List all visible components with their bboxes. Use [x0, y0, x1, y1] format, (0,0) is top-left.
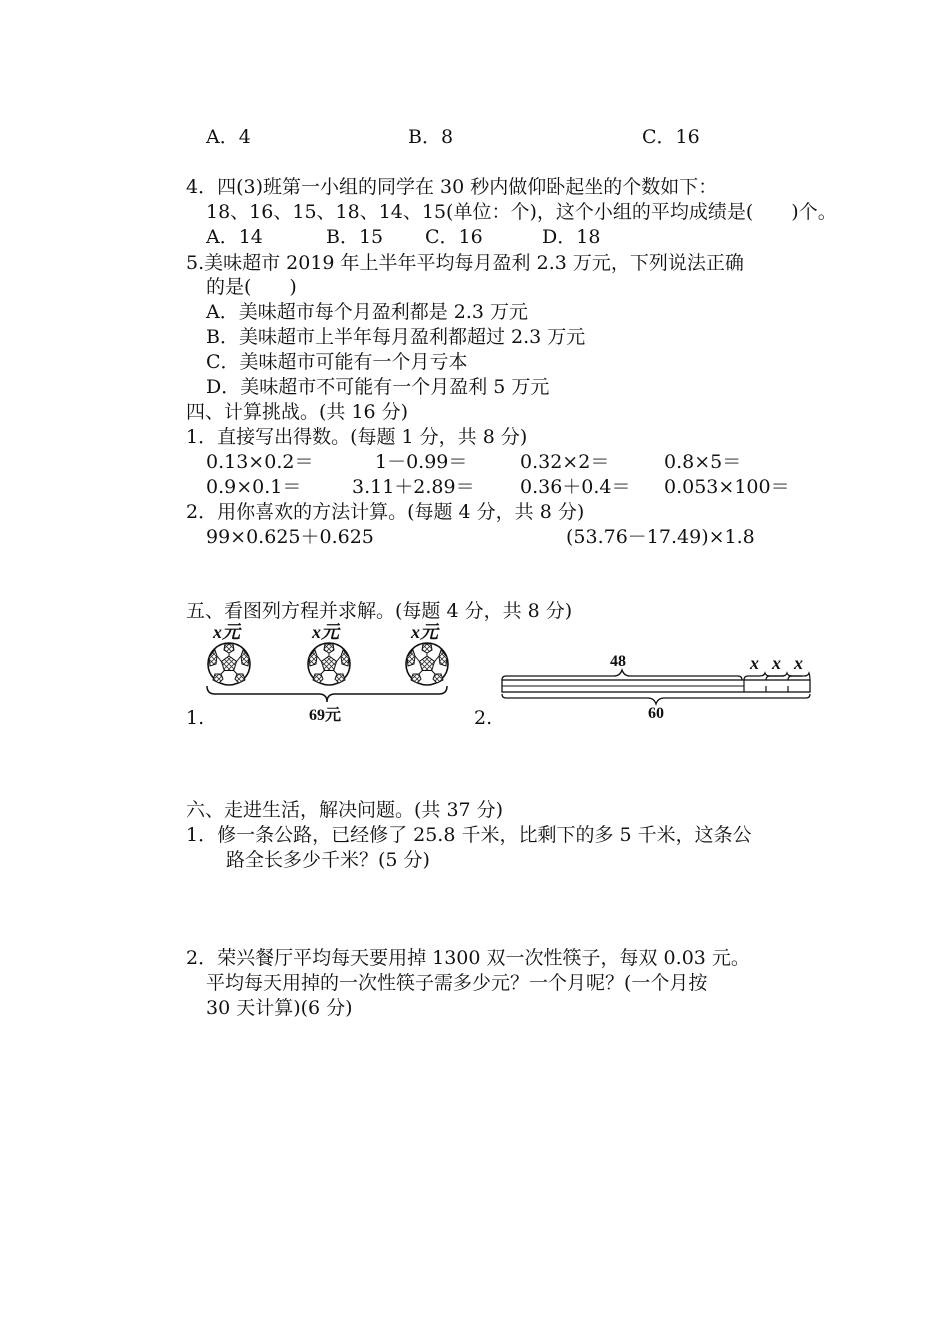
q5-option-d: D．美味超市不可能有一个月盈利 5 万元 — [206, 376, 550, 398]
soccer-ball-icon — [208, 643, 250, 685]
section6-title: 六、走进生活，解决问题。(共 37 分) — [186, 799, 504, 821]
q4-option-b: B．15 — [326, 226, 384, 248]
calc-item: 0.8×5＝ — [664, 451, 742, 473]
calc-item: 1－0.99＝ — [375, 451, 468, 473]
q4-option-a: A．14 — [206, 226, 263, 248]
segment-48-label: 48 — [610, 653, 626, 670]
calc-item: 0.053×100＝ — [664, 476, 790, 498]
section5-title: 五、看图列方程并求解。(每题 4 分，共 8 分) — [186, 600, 573, 622]
calc-item: 0.36＋0.4＝ — [520, 476, 631, 498]
soccer-ball-icon — [308, 643, 350, 685]
soccer-ball-icon — [406, 643, 448, 685]
figure-segment-diagram — [498, 646, 818, 726]
calc-item: 0.13×0.2＝ — [206, 451, 314, 473]
segment-x-label: x — [794, 653, 803, 673]
calc-item: 0.9×0.1＝ — [206, 476, 302, 498]
q5-option-c: C．美味超市可能有一个月亏本 — [206, 351, 468, 373]
q3-option-b: B．8 — [408, 126, 454, 148]
q5-option-a: A．美味超市每个月盈利都是 2.3 万元 — [206, 301, 529, 323]
segment-60-label: 60 — [648, 705, 664, 722]
ball-price-text: x元 — [312, 622, 339, 642]
q4-stem-line1: 4．四(3)班第一小组的同学在 30 秒内做仰卧起坐的个数如下： — [186, 176, 718, 198]
calc-item: 0.32×2＝ — [520, 451, 610, 473]
segment-x-label: x — [772, 653, 781, 673]
q5-option-b: B．美味超市上半年每月盈利都超过 2.3 万元 — [206, 326, 586, 348]
q5-stem-line2: 的是( ) — [206, 276, 297, 298]
ball-price-label — [312, 620, 339, 646]
ball-price-label — [411, 620, 438, 646]
ball-price-text: x元 — [411, 622, 438, 642]
q5-stem-line1: 5.美味超市 2019 年上半年平均每月盈利 2.3 万元，下列说法正确 — [186, 252, 744, 274]
q4-option-c: C．16 — [425, 226, 483, 248]
section6-problem1-line2: 路全长多少千米？(5 分) — [226, 849, 430, 871]
calc-expression: (53.76－17.49)×1.8 — [566, 526, 755, 548]
total-price-label: 69元 — [309, 707, 342, 724]
calc-item: 3.11＋2.89＝ — [352, 476, 475, 498]
section6-problem2-line1: 2．荣兴餐厅平均每天要用掉 1300 双一次性筷子，每双 0.03 元。 — [186, 947, 750, 969]
section4-part1-title: 1．直接写出得数。(每题 1 分，共 8 分) — [186, 426, 528, 448]
q3-option-a: A．4 — [206, 126, 251, 148]
q3-option-c: C．16 — [642, 126, 700, 148]
ball-price-text: x元 — [213, 622, 240, 642]
section6-problem1-line1: 1．修一条公路，已经修了 25.8 千米，比剩下的多 5 千米，这条公 — [186, 824, 752, 846]
q4-stem-line2: 18、16、15、18、14、15(单位：个)，这个小组的平均成绩是( )个。 — [206, 201, 837, 223]
q4-option-d: D．18 — [542, 226, 601, 248]
figure-soccer-balls — [195, 618, 465, 728]
calc-expression: 99×0.625＋0.625 — [206, 526, 374, 548]
figure1-number: 1. — [186, 707, 205, 729]
section6-problem2-line3: 30 天计算)(6 分) — [206, 997, 353, 1019]
figure2-number: 2. — [474, 707, 493, 729]
segment-x-label: x — [750, 653, 759, 673]
ball-price-label — [213, 620, 240, 646]
section4-title: 四、计算挑战。(共 16 分) — [186, 401, 409, 423]
section4-part2-title: 2．用你喜欢的方法计算。(每题 4 分，共 8 分) — [186, 501, 585, 523]
section6-problem2-line2: 平均每天用掉的一次性筷子需多少元？一个月呢？(一个月按 — [206, 972, 708, 994]
total-brace — [207, 686, 447, 702]
